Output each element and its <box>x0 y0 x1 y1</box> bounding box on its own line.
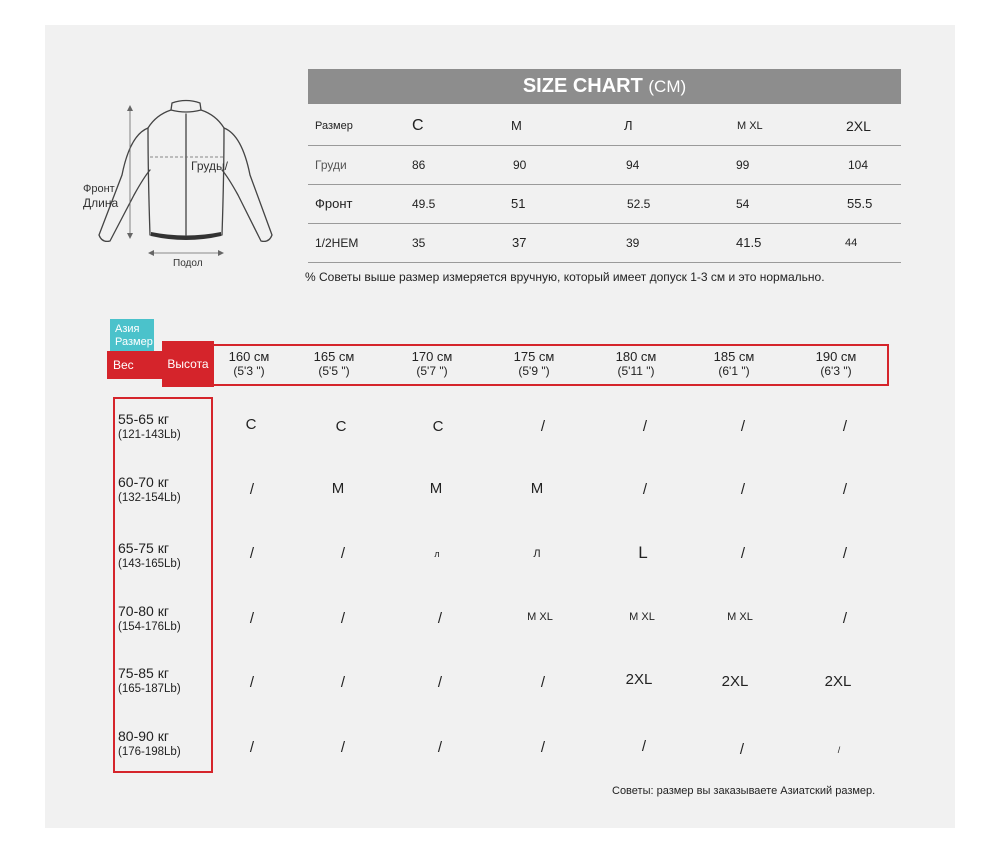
size-value-cell: 41.5 <box>736 235 762 250</box>
size-header-cell: M XL <box>737 120 763 132</box>
weight-lb: (121-143Lb) <box>118 429 181 441</box>
fit-grid-cell: / <box>740 545 746 562</box>
fit-grid-cell: C <box>335 418 347 435</box>
weight-kg: 75-85 кг <box>118 665 169 681</box>
fit-grid-cell: / <box>249 739 255 756</box>
fit-grid-cell: / <box>642 481 648 498</box>
fit-grid-cell: / <box>842 418 848 435</box>
size-value-cell: 86 <box>412 158 426 172</box>
fit-grid-cell: M <box>530 480 544 497</box>
fit-grid-cell: M <box>429 480 443 497</box>
size-row-label: Груди <box>315 158 347 172</box>
height-ft: (6'3 ") <box>820 364 852 378</box>
fit-grid-cell: / <box>739 741 745 758</box>
weight-row-header <box>118 411 208 442</box>
measurement-note: % Советы выше размер измеряется вручную, который имеет допуск 1-3 см и это нормально. <box>305 270 825 284</box>
fit-grid-cell: / <box>842 610 848 627</box>
fit-grid-cell: C <box>245 416 257 433</box>
fit-grid-cell: / <box>437 674 443 691</box>
size-value-cell: 49.5 <box>412 197 436 211</box>
height-column-header <box>299 349 369 378</box>
size-header-cell: M <box>511 118 522 133</box>
size-value-cell: 39 <box>626 236 640 250</box>
fit-grid-cell: Л <box>533 548 541 560</box>
weight-kg: 70-80 кг <box>118 603 169 619</box>
size-header-cell: C <box>412 117 424 134</box>
height-column-header <box>214 349 284 378</box>
height-cm: 165 см <box>313 349 355 364</box>
fit-grid-cell: / <box>249 674 255 691</box>
size-header-cell: Л <box>624 118 633 133</box>
height-cm: 180 см <box>615 349 657 364</box>
fit-grid-cell: / <box>740 481 746 498</box>
weight-row-header <box>118 474 208 505</box>
fit-grid-cell: / <box>842 481 848 498</box>
fit-grid-cell: / <box>837 745 841 755</box>
asia-badge-line2: Размер <box>115 336 153 348</box>
height-cm: 160 см <box>228 349 270 364</box>
fit-grid-cell: / <box>842 545 848 562</box>
fit-grid-cell: / <box>540 739 546 756</box>
fit-grid-cell: / <box>340 739 346 756</box>
fit-grid-cell: / <box>249 481 255 498</box>
weight-row-header <box>118 665 208 696</box>
fit-grid-cell: / <box>437 610 443 627</box>
fit-grid-cell: / <box>249 545 255 562</box>
height-ft: (5'9 ") <box>518 364 550 378</box>
fit-grid-cell: / <box>540 674 546 691</box>
weight-kg: 65-75 кг <box>118 540 169 556</box>
weight-kg: 80-90 кг <box>118 728 169 744</box>
fit-grid-cell: л <box>434 549 440 559</box>
height-column-header <box>397 349 467 378</box>
size-chart-title-text: SIZE CHART <box>522 75 643 97</box>
height-ft: (5'3 ") <box>233 364 265 378</box>
height-ft: (5'7 ") <box>416 364 448 378</box>
fit-grid-cell: M XL <box>727 611 753 623</box>
asia-badge-line1: Азия <box>115 323 140 335</box>
size-row-label: Фронт <box>315 196 353 211</box>
fit-grid-cell: / <box>249 610 255 627</box>
size-value-cell: 52.5 <box>627 197 651 211</box>
size-header-row <box>308 107 901 146</box>
fit-grid-cell: 2XL <box>625 671 653 688</box>
fit-grid-cell: / <box>740 418 746 435</box>
size-value-cell: 104 <box>848 158 869 172</box>
height-column-header <box>499 349 569 378</box>
height-cm: 175 см <box>513 349 555 364</box>
asia-size-badge <box>110 319 154 353</box>
fit-grid-cell: / <box>642 418 648 435</box>
fit-grid-cell: M <box>331 480 345 497</box>
weight-lb: (154-176Lb) <box>118 621 181 633</box>
front-length-label-line1: Фронт <box>83 183 115 195</box>
weight-column-frame <box>113 397 213 773</box>
size-value-cell: 51 <box>511 196 526 211</box>
size-chart-title <box>308 69 901 104</box>
size-value-cell: 54 <box>736 197 750 211</box>
weight-row-header <box>118 728 208 759</box>
weight-lb: (132-154Lb) <box>118 492 181 504</box>
chest-label: Груды/ <box>191 159 228 173</box>
fit-grid-cell: / <box>340 610 346 627</box>
weight-kg: 60-70 кг <box>118 474 169 490</box>
fit-grid-cell: 2XL <box>824 673 852 690</box>
size-value-cell: 35 <box>412 236 426 250</box>
size-value-cell: 37 <box>512 235 527 250</box>
size-header-cell: 2XL <box>846 118 871 134</box>
size-value-cell: 44 <box>845 237 858 249</box>
height-column-header <box>801 349 871 378</box>
size-chart-title-unit: (CM) <box>648 77 687 96</box>
weight-kg: 55-65 кг <box>118 411 169 427</box>
weight-lb: (176-198Lb) <box>118 746 181 758</box>
size-row-front <box>308 185 901 224</box>
height-ft: (5'11 ") <box>617 364 655 378</box>
weight-lb: (143-165Lb) <box>118 558 181 570</box>
weight-row-header <box>118 540 208 571</box>
fit-grid-cell: / <box>340 674 346 691</box>
fit-grid-cell: M XL <box>527 611 553 623</box>
jersey-diagram <box>80 95 280 275</box>
fit-grid-cell: / <box>437 739 443 756</box>
height-cm: 185 см <box>713 349 755 364</box>
fit-grid-cell: C <box>432 418 444 435</box>
height-column-header <box>601 349 671 378</box>
weight-row-header <box>118 603 208 634</box>
size-value-cell: 99 <box>736 158 750 172</box>
fit-grid-cell: 2XL <box>721 673 749 690</box>
height-cm: 190 см <box>815 349 857 364</box>
size-row-chest <box>308 146 901 185</box>
fit-grid-cell: / <box>540 418 546 435</box>
fit-grid-cell: M XL <box>629 611 655 623</box>
size-value-cell: 94 <box>626 158 640 172</box>
fit-grid-cell: / <box>340 545 346 562</box>
asian-size-note: Советы: размер вы заказываете Азиатский размер. <box>612 785 876 797</box>
size-value-cell: 90 <box>513 158 527 172</box>
size-row-hem <box>308 224 901 263</box>
height-ft: (6'1 ") <box>718 364 750 378</box>
front-length-label-line2: Длина <box>83 196 119 210</box>
fit-grid-cell: L <box>638 543 648 562</box>
weight-header: Вес <box>107 351 163 379</box>
height-column-header <box>699 349 769 378</box>
size-value-cell: 55.5 <box>847 196 873 211</box>
fit-grid-cell: / <box>641 738 647 755</box>
hem-label: Подол <box>173 258 203 269</box>
height-ft: (5'5 ") <box>318 364 350 378</box>
size-row-label: 1/2HEM <box>315 236 359 250</box>
size-header-label: Размер <box>315 120 353 132</box>
height-cm: 170 см <box>411 349 453 364</box>
height-header: Высота <box>162 341 214 387</box>
weight-lb: (165-187Lb) <box>118 683 181 695</box>
